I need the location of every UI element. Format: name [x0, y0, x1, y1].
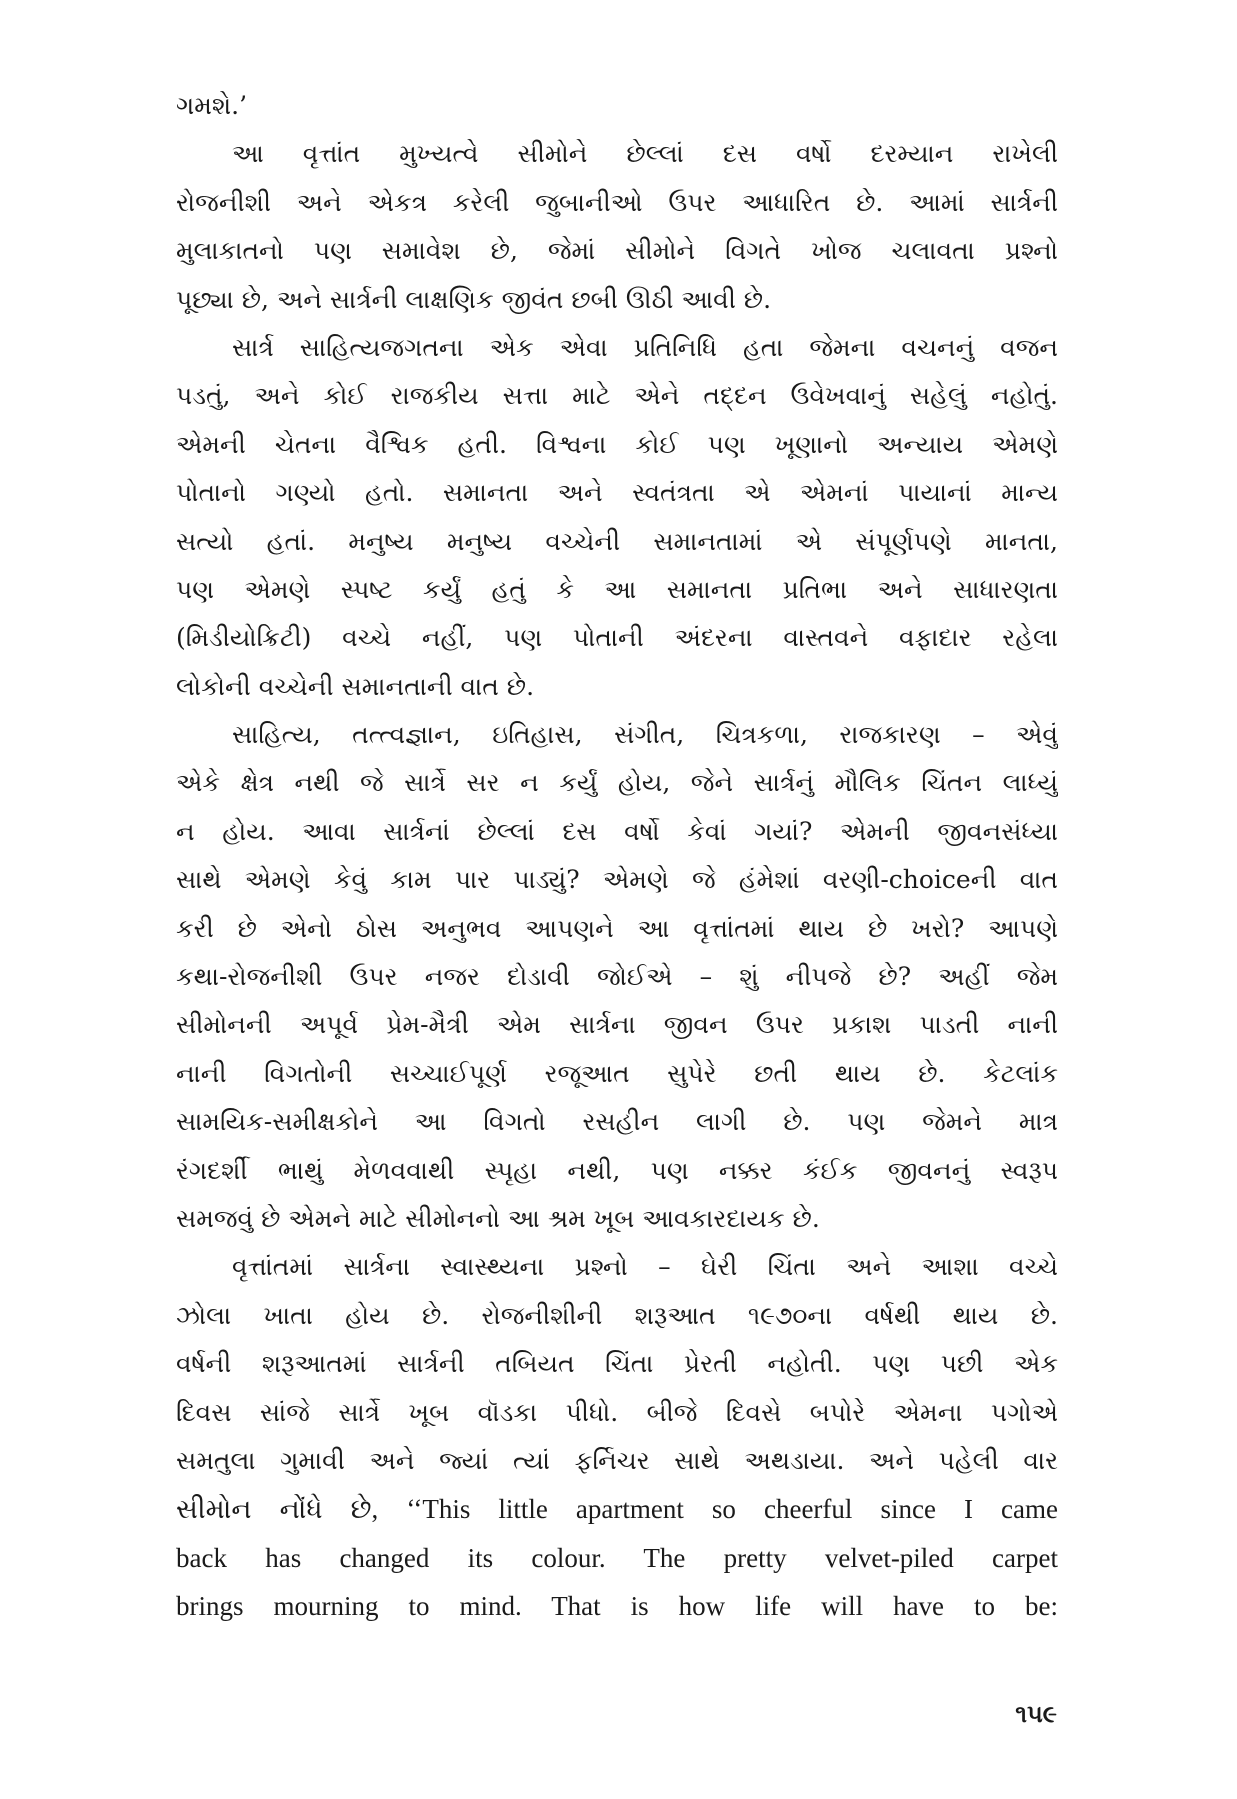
text-line-4: મુલાકાતનો પણ સમાવેશ છે, જેમાં સીમોને વિગતે ખોજ ચલાવતા પ્રશ્નો	[176, 236, 1058, 266]
text-line-18: કરી છે એનો ઠોસ અનુભવ આપણને આ વૃત્તાંતમાં થાય છે ખરો? આપણે	[176, 913, 1058, 943]
text-line-14: સાહિત્ય, તત્ત્વજ્ઞાન, ઇતિહાસ, સંગીત, ચિત્રકળા, રાજકારણ – એવું	[232, 720, 1058, 750]
text-line-7: પડતું, અને કોઈ રાજકીય સત્તા માટે એને તદ્દન ઉવેખવાનું સહેલું નહોતું.	[176, 381, 1058, 411]
text-line-1: ગમશે.’	[176, 91, 248, 120]
text-line-22: સામયિક-સમીક્ષકોને આ વિગતો રસહીન લાગી છે. પણ જેમને માત્ર	[176, 1107, 1058, 1137]
text-line-21: નાની વિગતોની સચ્ચાઈપૂર્ણ રજૂઆત સુપેરે છતી થાય છે. કેટલાંક	[176, 1058, 1058, 1088]
text-line-29: સમતુલા ગુમાવી અને જ્યાં ત્યાં ફર્નિચર સાથે અથડાયા. અને પહેલી વાર	[176, 1445, 1058, 1475]
page-body	[176, 82, 1058, 1631]
text-line-23: રંગદર્શી ભાથું મેળવવાથી સ્પૃહા નથી, પણ નક્કર કંઈક જીવનનું સ્વરૂપ	[176, 1155, 1058, 1185]
text-line-3: રોજનીશી અને એકત્ર કરેલી જુબાનીઓ ઉપર આધારિત છે. આમાં સાર્ત્રની	[176, 187, 1058, 217]
text-line-25: વૃત્તાંતમાં સાર્ત્રના સ્વાસ્થ્યના પ્રશ્નો – ઘેરી ચિંતા અને આશા વચ્ચે	[232, 1252, 1058, 1282]
text-line-16: ન હોય. આવા સાર્ત્રનાં છેલ્લાં દસ વર્ષો કેવાં ગયાં? એમની જીવનસંધ્યા	[176, 816, 1058, 846]
page-number: ૧૫૯	[1015, 1700, 1057, 1728]
text-line-28: દિવસ સાંજે સાર્ત્રે ખૂબ વૉડકા પીધો. બીજે દિવસે બપોરે એમના પગોએ	[176, 1397, 1058, 1427]
text-line-20: સીમોનની અપૂર્વ પ્રેમ-મૈત્રી એમ સાર્ત્રના જીવન ઉપર પ્રકાશ પાડતી નાની	[176, 1010, 1058, 1040]
text-line-31: back has changed its colour. The pretty velvet-piled carpet	[176, 1542, 1058, 1573]
text-line-15: એકે ક્ષેત્ર નથી જે સાર્ત્રે સર ન કર્યું હોય, જેને સાર્ત્રનું મૌલિક ચિંતન લાધ્યું	[176, 768, 1058, 798]
text-line-24: સમજવું છે એમને માટે સીમોનનો આ શ્રમ ખૂબ આવકારદાયક છે.	[176, 1203, 820, 1233]
text-line-32: brings mourning to mind. That is how life will have to be:	[176, 1591, 1058, 1622]
text-line-8: એમની ચેતના વૈશ્વિક હતી. વિશ્વના કોઈ પણ ખૂણાનો અન્યાય એમણે	[176, 429, 1058, 459]
text-line-30: સીમોન નોંધે છે, ‘‘This little apartment so cheerful since I came	[176, 1494, 1058, 1525]
text-line-5: પૂછ્યા છે, અને સાર્ત્રની લાક્ષણિક જીવંત છબી ઊઠી આવી છે.	[176, 284, 772, 314]
text-line-19: કથા-રોજનીશી ઉપર નજર દોડાવી જોઈએ – શું નીપજે છે? અહીં જેમ	[176, 962, 1058, 992]
text-line-10: સત્યો હતાં. મનુષ્ય મનુષ્ય વચ્ચેની સમાનતામાં એ સંપૂર્ણપણે માનતા,	[176, 526, 1058, 556]
text-line-11: પણ એમણે સ્પષ્ટ કર્યું હતું કે આ સમાનતા પ્રતિભા અને સાધારણતા	[176, 574, 1058, 604]
text-line-9: પોતાનો ગણ્યો હતો. સમાનતા અને સ્વતંત્રતા એ એમનાં પાયાનાં માન્ય	[176, 478, 1058, 508]
text-line-2: આ વૃત્તાંત મુખ્યત્વે સીમોને છેલ્લાં દસ વર્ષો દરમ્યાન રાખેલી	[232, 139, 1058, 169]
text-line-17: સાથે એમણે કેવું કામ પાર પાડ્યું? એમણે જે હંમેશાં વરણી-choiceની વાત	[176, 865, 1058, 895]
text-line-26: ઝોલા ખાતા હોય છે. રોજનીશીની શરૂઆત ૧૯૭૦ના વર્ષથી થાય છે.	[176, 1300, 1058, 1330]
text-line-12: (મિડીયોક્રિટી) વચ્ચે નહીં, પણ પોતાની અંદરના વાસ્તવને વફાદાર રહેલા	[176, 623, 1058, 653]
text-line-13: લોકોની વચ્ચેની સમાનતાની વાત છે.	[176, 671, 535, 701]
text-line-27: વર્ષની શરૂઆતમાં સાર્ત્રની તબિયત ચિંતા પ્રેરતી નહોતી. પણ પછી એક	[176, 1349, 1058, 1379]
text-line-6: સાર્ત્ર સાહિત્યજગતના એક એવા પ્રતિનિધિ હતા જેમના વચનનું વજન	[232, 332, 1058, 362]
